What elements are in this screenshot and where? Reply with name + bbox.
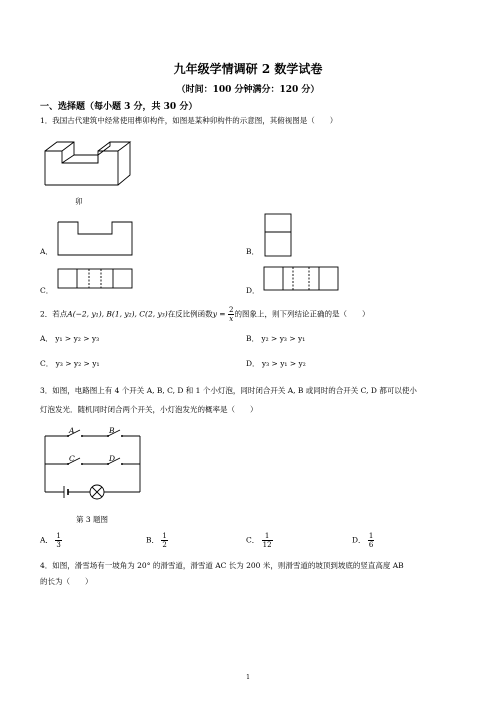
q2-fraction-num: 2 — [228, 306, 234, 314]
q3-switch-label-b: B — [109, 426, 115, 435]
q2-text-mid: 在反比例函数 — [167, 309, 213, 319]
q3-option-c[interactable] — [246, 532, 273, 549]
q2-option-b[interactable]: B． y₂ > y₃ > y₁ — [246, 334, 306, 343]
q3-option-b-label: B． — [146, 535, 160, 545]
q3-option-b-fraction — [161, 532, 167, 549]
q2-text-before: 2．若点 — [40, 309, 68, 319]
q2-fraction-den: x — [229, 315, 234, 323]
q1-figure-caption: 卯 — [75, 197, 83, 206]
q1-option-a[interactable]: A． — [40, 247, 53, 256]
q1-text: 1．我国古代建筑中经常使用榫卯构件，如图是某种卯构件的示意图，其俯视图是（ ） — [40, 116, 338, 125]
exam-info: （时间：100 分钟满分：120 分） — [176, 85, 320, 95]
q3-option-a-fraction — [55, 532, 61, 549]
q3-option-c-num: 1 — [262, 532, 273, 541]
q3-option-b-num: 1 — [162, 532, 167, 540]
q2-option-c[interactable]: C． y₃ > y₂ > y₁ — [40, 359, 100, 368]
q1-mortise-figure — [40, 133, 140, 193]
q1-option-c[interactable]: C． — [40, 286, 54, 295]
q3-switch-label-a: A — [69, 426, 75, 435]
q2-function-lhs: y = — [212, 309, 228, 319]
q3-figure-caption: 第 3 题图 — [76, 515, 109, 524]
q2-text-after: 的图象上，则下列结论正确的是（ ） — [234, 309, 370, 319]
q1-option-d-figure — [263, 266, 339, 292]
q3-option-b-den: 2 — [162, 541, 167, 549]
page-title: 九年级学情调研 2 数学试卷 — [173, 62, 323, 76]
q2-text — [40, 306, 369, 323]
q2-points: A(−2, y₁), B(1, y₂), C(2, y₃) — [67, 309, 168, 319]
q3-option-d[interactable] — [352, 532, 374, 549]
q3-option-a-label: A． — [40, 535, 53, 545]
q4-text-line2: 的长为（ ） — [40, 577, 93, 586]
q1-option-b[interactable]: B． — [246, 247, 260, 256]
q1-option-c-figure — [57, 268, 133, 290]
q3-option-a-num: 1 — [56, 532, 61, 540]
q1-option-d[interactable]: D． — [246, 286, 260, 295]
q3-option-c-fraction — [262, 532, 273, 549]
q2-option-a[interactable]: A． y₁ > y₂ > y₃ — [40, 334, 100, 343]
q3-option-d-fraction — [368, 532, 374, 549]
q1-option-b-figure — [263, 212, 293, 258]
section-heading: 一、选择题（每小题 3 分，共 30 分） — [40, 102, 198, 112]
q3-option-a[interactable] — [40, 532, 62, 549]
q3-option-d-label: D． — [352, 535, 366, 545]
page-number: 1 — [246, 674, 250, 681]
q3-circuit-diagram — [40, 424, 150, 504]
q3-option-a-den: 3 — [56, 541, 61, 549]
q3-option-b[interactable] — [146, 532, 168, 549]
q2-option-d[interactable]: D． y₃ > y₁ > y₂ — [246, 359, 306, 368]
q3-option-c-den: 12 — [262, 541, 272, 549]
q4-text-line1: 4．如图，滑雪场有一坡角为 20° 的滑雪道，滑雪道 AC 长为 200 米，则滑雪道的坡顶到坡底的竖直高度 AB — [40, 561, 404, 570]
q1-option-a-figure — [57, 212, 133, 256]
q3-option-d-num: 1 — [368, 532, 374, 540]
q3-switch-label-d: D — [109, 454, 116, 463]
q3-text-line1: 3．如图，电路图上有 4 个开关 A, B, C, D 和 1 个小灯泡，同时闭合开关 A, B 或同时的合开关 C, D 都可以使小 — [40, 386, 417, 395]
q3-option-c-label: C． — [246, 535, 260, 545]
q3-switch-label-c: C — [69, 454, 75, 463]
q3-text-line2: 灯泡发光．随机同时闭合两个开关，小灯泡发光的概率是（ ） — [40, 405, 258, 414]
q3-option-d-den: 6 — [368, 541, 374, 549]
